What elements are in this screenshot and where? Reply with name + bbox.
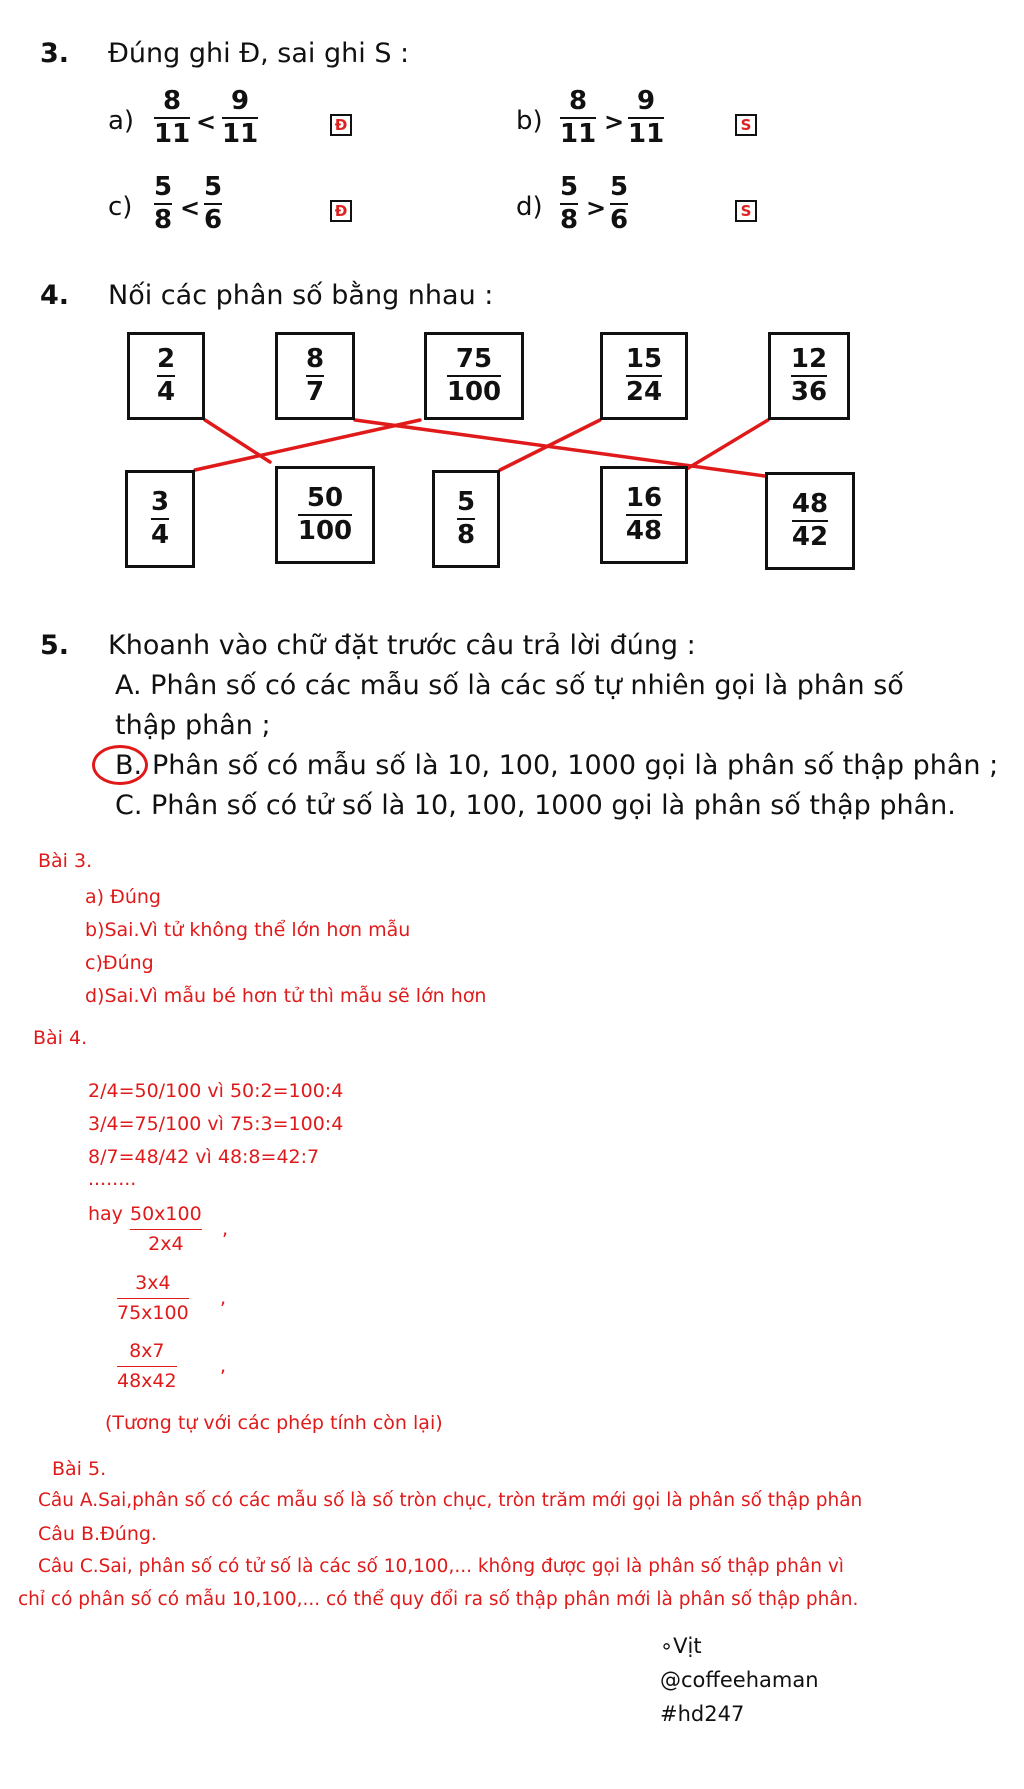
bai4-comma-2: , (220, 1287, 227, 1309)
bai4-frac-2: 3x4 75x100 (117, 1272, 189, 1324)
q4-number: 4. (40, 280, 70, 311)
q3c-relation: < (180, 194, 201, 222)
q5-title: Khoanh vào chữ đặt trước câu trả lời đúng : (108, 630, 696, 661)
q4-bottom-box-3: $\frac{5}{8}$ (432, 470, 500, 568)
q3b-answer-box: S (735, 114, 757, 136)
q4-top-box-2: $\frac{8}{7}$ (275, 332, 355, 420)
q3a-relation: < (196, 108, 217, 136)
bai3-line-a: a) Đúng (85, 886, 161, 908)
q3c-label: c) (108, 192, 133, 222)
q3d-relation: > (586, 194, 607, 222)
q5-option-a-line1: A. Phân số có các mẫu số là các số tự nhiên gọi là phân số (115, 670, 904, 701)
q3c-answer-box: Đ (330, 200, 352, 222)
q5-option-c: C. Phân số có tử số là 10, 100, 1000 gọi là phân số thập phân. (115, 790, 956, 821)
q4-bottom-box-4: $\frac{16}{48}$ (600, 466, 688, 564)
q4-top-box-4: $\frac{15}{24}$ (600, 332, 688, 420)
q3b-relation: > (604, 108, 625, 136)
q3a-frac-right: 9 11 (222, 86, 259, 150)
bai4-title: Bài 4. (33, 1027, 88, 1049)
q4-top-box-5: $\frac{12}{36}$ (768, 332, 850, 420)
q4-bottom-box-1: $\frac{3}{4}$ (125, 470, 195, 568)
bai4-line-2: 3/4=75/100 vì 75:3=100:4 (88, 1113, 344, 1135)
q3b-label: b) (516, 106, 543, 136)
q5-option-a-line2: thập phân ; (115, 710, 271, 741)
bai5-line-b: Câu B.Đúng. (38, 1523, 157, 1545)
q3b-frac-right: 9 11 (628, 86, 665, 150)
bai3-title: Bài 3. (38, 850, 93, 872)
q4-top-box-1: $\frac{2}{4}$ (127, 332, 205, 420)
bai4-comma-3: , (220, 1355, 227, 1377)
q3a-label: a) (108, 106, 135, 136)
q5-option-b-text: Phân số có mẫu số là 10, 100, 1000 gọi là phân số thập phân ; (152, 750, 999, 781)
bai3-line-b: b)Sai.Vì tử không thể lớn hơn mẫu (85, 919, 411, 941)
q3d-frac-right: 5 6 (610, 172, 629, 236)
bai5-line-c: Câu C.Sai, phân số có tử số là các số 10,100,... không được gọi là phân số thập phân vì (38, 1556, 844, 1577)
q3d-frac-left: 5 8 (560, 172, 579, 236)
bai4-comma-1: , (222, 1218, 229, 1240)
q4-bottom-box-2: $\frac{50}{100}$ (275, 466, 375, 564)
bai4-hay: hay (88, 1203, 123, 1225)
q3c-frac-left: 5 8 (154, 172, 173, 236)
bai4-dots: ........ (88, 1168, 137, 1190)
bai4-frac-3: 8x7 48x42 (117, 1340, 177, 1392)
bai4-line-3: 8/7=48/42 vì 48:8=42:7 (88, 1146, 320, 1168)
signature-name: ∘Vịt (660, 1634, 702, 1658)
bai4-frac-1: 50x100 2x4 (130, 1203, 202, 1255)
line-8-7-to-48-42 (355, 420, 765, 476)
line-75-100-to-3-4 (195, 420, 420, 470)
bai5-title: Bài 5. (52, 1458, 107, 1480)
q3-number: 3. (40, 38, 70, 69)
signature-tag: #hd247 (660, 1702, 745, 1726)
bai5-line-d: chỉ có phân số có mẫu 10,100,... có thể quy đổi ra số thập phân mới là phân số thập phân. (18, 1589, 859, 1610)
bai3-line-d: d)Sai.Vì mẫu bé hơn tử thì mẫu sẽ lớn hơn (85, 985, 487, 1007)
q3-title: Đúng ghi Đ, sai ghi S : (108, 38, 410, 69)
q4-top-box-3: $\frac{75}{100}$ (424, 332, 524, 420)
q5-option-b-letter: B. (115, 750, 143, 781)
q4-title: Nối các phân số bằng nhau : (108, 280, 494, 311)
q4-bottom-box-5: $\frac{48}{42}$ (765, 472, 855, 570)
signature-handle: @coffeehaman (660, 1668, 819, 1692)
q3d-answer-box: S (735, 200, 757, 222)
q3a-answer-box: Đ (330, 114, 352, 136)
q5-number: 5. (40, 630, 70, 661)
line-15-24-to-5-8 (500, 420, 600, 470)
bai4-line-1: 2/4=50/100 vì 50:2=100:4 (88, 1080, 344, 1102)
line-12-36-to-16-48 (685, 420, 768, 470)
bai4-note: (Tương tự với các phép tính còn lại) (105, 1412, 443, 1434)
bai5-line-a: Câu A.Sai,phân số có các mẫu số là số tròn chục, tròn trăm mới gọi là phân số thập phân (38, 1490, 863, 1511)
q3a-frac-left: 8 11 (154, 86, 191, 150)
q3c-frac-right: 5 6 (204, 172, 223, 236)
q3b-frac-left: 8 11 (560, 86, 597, 150)
bai3-line-c: c)Đúng (85, 952, 154, 974)
q3d-label: d) (516, 192, 543, 222)
